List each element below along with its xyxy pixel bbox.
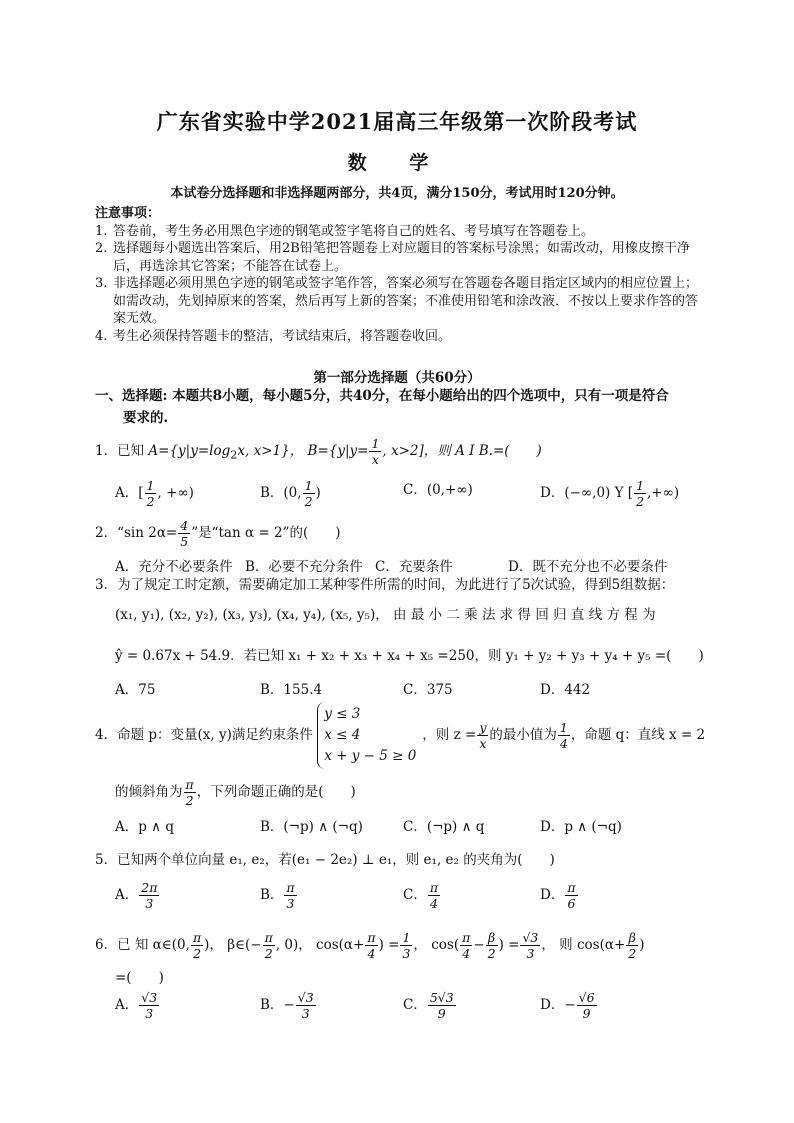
option-a[interactable]: A． $\frac{2\pi}{3}$	[115, 880, 158, 911]
question-text: 命题 p：变量(x, y)满足约束条件	[117, 727, 313, 743]
fraction: $\frac{4}{5}$	[180, 518, 189, 549]
question-end: A I B.=( )	[455, 443, 542, 459]
note-number: 3.	[95, 276, 108, 291]
question-text-tail: ”是“tan α = 2”的( )	[191, 525, 341, 541]
question-6: 6．已 知 α∈(0, $\frac{\pi}{2}$ )， β∈(− $\frac{\pi}{2}$ , 0)， cos(α+ $\frac{\pi}{4}$ ) = $\frac{1}{3}$ ， cos( $\frac{\pi}{4}$ − $\frac{\beta}{2}$ ) = $\frac{√3}{3}$ ， 则 cos(α+ $\frac{\beta}{2}$ )	[95, 930, 645, 961]
options-5	[115, 880, 715, 911]
question-5	[95, 850, 707, 870]
option-a[interactable]: A．75	[115, 682, 156, 698]
note-text: 答卷前，考生务必用黑色字迹的钢笔或签字笔将自己的姓名、考号填写在答题卷上。	[113, 223, 595, 239]
question-4	[95, 702, 707, 769]
set-b-tail: , x>2]，则	[382, 443, 451, 459]
exam-title: 广东省实验中学2021届高三年级第一次阶段考试	[156, 109, 638, 134]
options-2	[115, 555, 715, 577]
note-number: 4.	[95, 328, 108, 344]
question-2	[95, 518, 707, 549]
option-c[interactable]: C． $\frac{\pi}{4}$	[403, 880, 439, 911]
options-4	[115, 815, 715, 837]
note-item	[95, 275, 705, 328]
question-number: 3．	[95, 577, 118, 593]
option-a[interactable]: A．p ∧ q	[115, 819, 174, 835]
option-c[interactable]: C．(0,+∞)	[403, 482, 473, 498]
constraint-system: y ≤ 3 x ≤ 4 x + y − 5 ≥ 0	[317, 702, 422, 769]
fraction: $\frac{1}{4}$	[559, 720, 568, 751]
set-a: A={y|y=log	[148, 443, 231, 459]
option-b[interactable]: B．155.4	[260, 682, 323, 698]
option-c[interactable]: C．(¬p) ∧ q	[403, 819, 485, 835]
question-text: “sin 2α=	[117, 525, 178, 541]
question-number: 1．	[95, 443, 118, 459]
notes-block	[95, 205, 705, 345]
set-a-tail: x, x>1}，	[237, 443, 304, 459]
question-text: 的最小值为	[489, 727, 557, 743]
exam-info: 本试卷分选择题和非选择题两部分，共4页，满分150分，考试用时120分钟。	[170, 186, 624, 201]
option-a[interactable]: A．[ $\frac{1}{2}$ , +∞)	[115, 478, 194, 509]
subject-title: 数 学	[347, 152, 447, 174]
option-b[interactable]: B． $\frac{\pi}{3}$	[260, 880, 295, 911]
note-item	[95, 223, 705, 241]
question-number: 4．	[95, 727, 118, 743]
option-d[interactable]: D． $\frac{\pi}{6}$	[540, 880, 576, 911]
option-d[interactable]: D．p ∧ (¬q)	[540, 819, 622, 835]
note-item	[95, 240, 705, 275]
options-3	[115, 678, 715, 700]
question-1: 1．已知 $A=\{y|y=\log_2x$, x>1}， B={y|y= $\frac{1}{x}$ , x>2]，则 A I B.=( )	[95, 436, 542, 467]
option-c[interactable]: C．375	[403, 682, 453, 698]
option-d[interactable]: D．(−∞,0) Y [ $\frac{1}{2}$ ,+∞)	[540, 478, 680, 509]
option-c[interactable]: C． $\frac{5√3}{9}$	[403, 990, 454, 1021]
note-text: 非选择题必须用黑色字迹的钢笔或签字笔作答，答案必须写在答题卷各题目指定区域内的相应位置上；如需改动，先划掉原来的答案，然后再写上新的答案；不准使用铅笔和涂改液．不按以上要求作答的答案无效。	[113, 276, 699, 326]
question-3-line-2: (x₁, y₁), (x₂, y₂), (x₃, y₃), (x₄, y₄), (x₅, y₅)， 由 最 小 二 乘 法 求 得 回 归 直 线 方 程 为	[115, 607, 656, 623]
question-3-line-3: ŷ = 0.67x + 54.9．若已知 x₁ + x₂ + x₃ + x₄ + x₅ =250，则 y₁ + y₂ + y₃ + y₄ + y₅ =( )	[115, 648, 704, 664]
question-number: 2．	[95, 525, 118, 541]
notes-title: 注意事项：	[95, 206, 161, 221]
part-title: 第一部分选择题（共60分）	[313, 370, 481, 386]
option-b[interactable]: B．必要不充分条件	[245, 559, 363, 575]
section-title	[95, 385, 707, 429]
question-text: 已知	[117, 443, 145, 459]
options-6	[115, 990, 715, 1021]
option-a[interactable]: A． $\frac{√3}{3}$	[115, 990, 158, 1021]
note-number: 2.	[95, 241, 108, 256]
section-line-1: 一、选择题: 本题共8小题，每小题5分，共40分，在每小题给出的四个选项中，只有一项是符合	[95, 388, 669, 404]
option-b[interactable]: B．(0, $\frac{1}{2}$ )	[260, 478, 321, 509]
option-a[interactable]: A．充分不必要条件	[115, 559, 233, 575]
question-text: 为了规定工时定额，需要确定加工某种零件所需的时间，为此进行了5次试验，得到5组数据：	[117, 577, 675, 593]
set-b: B={y|y=	[307, 443, 369, 459]
question-text: ，命题 q：直线 x = 2	[570, 727, 706, 743]
fraction: $\frac{y}{x}$	[479, 720, 487, 751]
option-c[interactable]: C．充要条件	[375, 559, 453, 575]
option-d[interactable]: D．442	[540, 682, 591, 698]
options-1	[115, 478, 715, 509]
question-number: 5．	[95, 852, 118, 868]
question-number: 6．	[95, 937, 118, 953]
section-line-2: 要求的.	[123, 410, 169, 426]
note-item	[95, 328, 705, 346]
note-text: 考生必须保持答题卡的整洁，考试结束后，将答题卷收回。	[113, 328, 452, 344]
option-d[interactable]: D．− $\frac{√6}{9}$	[540, 990, 595, 1021]
question-6-line-2: =( )	[115, 970, 164, 986]
option-d[interactable]: D．既不充分也不必要条件	[508, 559, 668, 575]
question-text: 已知两个单位向量 e₁, e₂，若(e₁ − 2e₂) ⊥ e₁，则 e₁, e₂ 的夹角为( )	[117, 852, 555, 868]
option-b[interactable]: B．(¬p) ∧ (¬q)	[260, 819, 363, 835]
question-4-line-2: 的倾斜角为 $\frac{\pi}{2}$ ，下列命题正确的是( )	[115, 777, 356, 808]
note-number: 1.	[95, 223, 108, 239]
question-text: ，则 z =	[422, 727, 477, 743]
fraction: $\frac{1}{x}$	[371, 436, 380, 467]
question-3	[95, 575, 707, 595]
option-b[interactable]: B．− $\frac{√3}{3}$	[260, 990, 314, 1021]
note-text: 选择题每小题选出答案后，用2B铅笔把答题卷上对应题目的答案标号涂黑；如需改动，用橡皮擦干净后，再选涂其它答案；不能答在试卷上。	[113, 241, 690, 274]
